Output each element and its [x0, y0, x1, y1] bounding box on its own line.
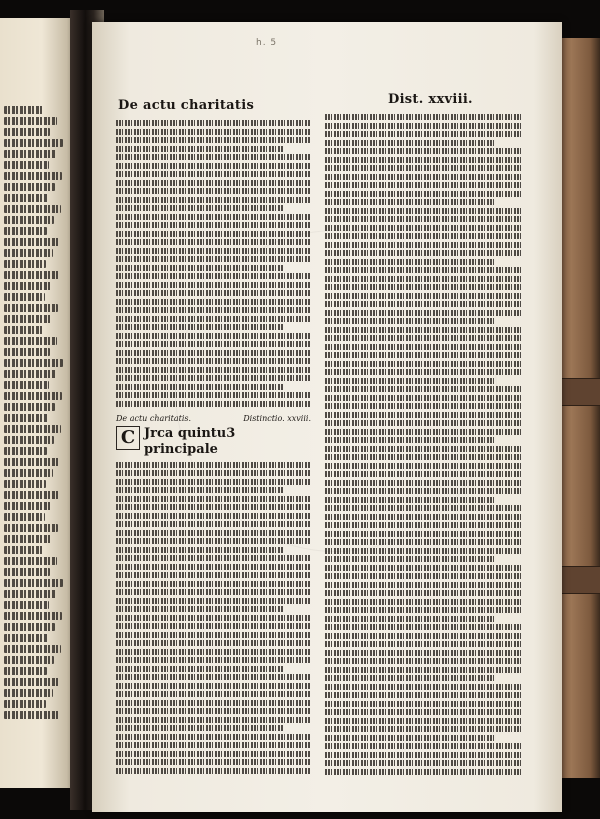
text-line — [325, 301, 523, 307]
text-line — [116, 717, 311, 723]
text-line — [325, 369, 523, 375]
text-line — [116, 606, 284, 612]
text-line — [116, 180, 311, 186]
chapter-title: Jrca quintu3 principale — [144, 425, 236, 457]
text-line — [325, 701, 523, 707]
text-line — [4, 315, 51, 323]
text-line — [4, 238, 60, 246]
text-line — [116, 700, 311, 706]
text-line — [325, 599, 523, 605]
text-line — [116, 564, 311, 570]
text-line — [325, 675, 495, 681]
text-line — [116, 615, 311, 621]
text-line — [116, 282, 311, 288]
text-line — [325, 148, 523, 154]
text-line — [116, 496, 311, 502]
running-head-left: De actu charitatis — [118, 98, 255, 113]
text-line — [4, 458, 60, 466]
text-line — [325, 514, 523, 520]
text-line — [325, 718, 523, 724]
text-line — [4, 480, 46, 488]
text-line — [4, 403, 55, 411]
text-line — [4, 524, 58, 532]
text-line — [325, 531, 523, 537]
text-line — [116, 572, 311, 578]
text-line — [116, 375, 311, 381]
text-line — [4, 513, 45, 521]
text-line — [325, 650, 523, 656]
text-line — [325, 624, 523, 630]
text-line — [4, 590, 56, 598]
text-line — [4, 601, 49, 609]
text-line — [116, 265, 284, 271]
text-column-right — [325, 114, 523, 777]
text-line — [325, 403, 523, 409]
text-line — [325, 505, 523, 511]
text-line — [4, 117, 57, 125]
running-head-right: Dist. xxviii. — [388, 92, 473, 107]
text-line — [325, 497, 495, 503]
text-line — [116, 734, 311, 740]
text-line — [116, 674, 311, 680]
text-line — [4, 216, 54, 224]
text-line — [4, 139, 63, 147]
text-line — [116, 768, 311, 774]
text-line — [116, 299, 311, 305]
text-line — [116, 649, 311, 655]
text-line — [4, 106, 44, 114]
text-line — [116, 324, 284, 330]
text-line — [4, 700, 46, 708]
decorated-initial: C — [116, 426, 140, 450]
text-line — [4, 579, 63, 587]
section-heading-right: Distinctio. xxviii. — [243, 413, 311, 423]
text-line — [325, 454, 523, 460]
text-line — [116, 129, 311, 135]
text-line — [116, 598, 311, 604]
text-line — [4, 150, 56, 158]
text-line — [325, 412, 523, 418]
text-line — [4, 689, 53, 697]
text-line — [116, 623, 311, 629]
text-line — [325, 208, 523, 214]
text-line — [4, 469, 53, 477]
text-line — [116, 350, 311, 356]
text-line — [116, 316, 311, 322]
text-line — [116, 290, 311, 296]
text-line — [325, 429, 523, 435]
text-line — [325, 760, 523, 766]
text-line — [325, 743, 523, 749]
text-line — [325, 633, 523, 639]
text-line — [325, 140, 495, 146]
text-block-left-bottom — [116, 462, 311, 774]
text-line — [325, 539, 523, 545]
text-line — [116, 666, 284, 672]
text-line — [116, 248, 311, 254]
text-line — [116, 657, 311, 663]
text-line — [325, 582, 523, 588]
text-line — [4, 447, 47, 455]
text-line — [325, 293, 523, 299]
text-line — [116, 513, 311, 519]
text-line — [116, 231, 311, 237]
text-line — [4, 656, 54, 664]
text-block-left-top — [116, 120, 311, 407]
text-line — [325, 344, 523, 350]
text-line — [4, 183, 55, 191]
text-line — [4, 491, 59, 499]
text-line — [4, 612, 62, 620]
text-line — [325, 276, 523, 282]
text-line — [4, 370, 56, 378]
text-line — [325, 437, 495, 443]
text-line — [116, 146, 284, 152]
text-line — [4, 667, 47, 675]
section-heading-row — [116, 414, 311, 423]
text-line — [116, 683, 311, 689]
text-line — [4, 128, 50, 136]
text-line — [116, 256, 311, 262]
text-line — [116, 521, 311, 527]
text-line — [325, 684, 523, 690]
text-line — [325, 590, 523, 596]
text-line — [325, 174, 523, 180]
text-line — [116, 470, 311, 476]
text-line — [116, 171, 311, 177]
text-line — [116, 691, 311, 697]
text-line — [116, 581, 311, 587]
chapter-opening — [116, 426, 311, 458]
text-line — [4, 557, 57, 565]
text-line — [325, 386, 523, 392]
text-line — [116, 222, 311, 228]
text-line — [116, 487, 284, 493]
text-line — [116, 188, 311, 194]
text-line — [4, 326, 44, 334]
text-line — [4, 271, 59, 279]
text-line — [325, 658, 523, 664]
text-line — [116, 742, 311, 748]
text-line — [116, 120, 311, 126]
text-line — [4, 535, 51, 543]
text-line — [4, 359, 63, 367]
text-line — [116, 725, 284, 731]
text-line — [4, 568, 50, 576]
text-line — [116, 367, 311, 373]
text-line — [4, 381, 49, 389]
text-line — [325, 191, 523, 197]
text-line — [116, 751, 311, 757]
text-line — [4, 392, 62, 400]
text-line — [116, 708, 311, 714]
text-line — [116, 197, 311, 203]
left-page-text-column — [4, 106, 64, 746]
text-block-right — [325, 114, 523, 775]
text-line — [325, 361, 523, 367]
text-line — [325, 463, 523, 469]
text-line — [325, 420, 523, 426]
text-line — [116, 273, 311, 279]
text-line — [325, 641, 523, 647]
text-line — [4, 161, 49, 169]
text-line — [116, 307, 311, 313]
text-line — [325, 123, 523, 129]
text-line — [325, 165, 523, 171]
text-line — [116, 401, 311, 407]
cover-clasp-lower — [560, 566, 600, 594]
text-line — [4, 260, 46, 268]
text-line — [325, 318, 495, 324]
text-line — [116, 137, 311, 143]
pencil-foliation-note: h. 5 — [256, 38, 278, 48]
text-line — [325, 395, 523, 401]
section-heading-left: De actu charitatis. — [116, 413, 192, 423]
text-line — [4, 711, 59, 719]
text-line — [4, 546, 44, 554]
text-line — [325, 157, 523, 163]
text-line — [325, 335, 523, 341]
text-line — [116, 547, 284, 553]
text-line — [4, 227, 47, 235]
text-line — [116, 530, 311, 536]
left-page — [0, 18, 76, 788]
text-line — [4, 194, 48, 202]
text-line — [4, 623, 55, 631]
text-line — [325, 352, 523, 358]
text-line — [116, 392, 311, 398]
text-line — [4, 337, 57, 345]
text-line — [4, 282, 52, 290]
text-line — [4, 293, 45, 301]
text-line — [325, 250, 523, 256]
text-line — [116, 462, 311, 468]
text-line — [325, 607, 523, 613]
text-line — [4, 205, 61, 213]
text-line — [325, 114, 523, 120]
text-line — [325, 471, 523, 477]
text-line — [325, 709, 523, 715]
text-line — [325, 735, 495, 741]
text-line — [116, 163, 311, 169]
text-column-left — [116, 120, 311, 776]
text-line — [116, 205, 284, 211]
text-line — [116, 759, 311, 765]
text-line — [4, 436, 54, 444]
text-line — [4, 172, 62, 180]
text-line — [325, 446, 523, 452]
text-line — [116, 589, 311, 595]
text-line — [325, 667, 523, 673]
text-line — [116, 555, 311, 561]
text-line — [116, 538, 311, 544]
text-line — [325, 573, 523, 579]
text-line — [4, 414, 48, 422]
text-line — [325, 199, 495, 205]
text-line — [325, 233, 523, 239]
text-line — [4, 634, 48, 642]
text-line — [116, 384, 284, 390]
text-line — [116, 154, 311, 160]
text-line — [116, 341, 311, 347]
text-line — [116, 632, 311, 638]
text-line — [325, 548, 523, 554]
text-line — [325, 752, 523, 758]
text-line — [325, 378, 495, 384]
text-line — [4, 304, 58, 312]
text-line — [4, 348, 50, 356]
text-line — [4, 502, 52, 510]
text-line — [4, 425, 61, 433]
text-line — [116, 358, 311, 364]
text-line — [325, 259, 495, 265]
text-line — [116, 504, 311, 510]
text-line — [116, 640, 311, 646]
text-line — [325, 310, 523, 316]
text-line — [116, 479, 311, 485]
text-line — [325, 565, 523, 571]
text-line — [325, 522, 523, 528]
text-line — [325, 556, 495, 562]
text-line — [116, 333, 311, 339]
text-line — [4, 249, 53, 257]
text-line — [325, 488, 523, 494]
text-line — [4, 678, 60, 686]
text-line — [325, 216, 523, 222]
text-line — [325, 480, 523, 486]
text-line — [325, 242, 523, 248]
text-line — [116, 239, 311, 245]
cover-clasp-upper — [560, 378, 600, 406]
text-line — [325, 327, 523, 333]
text-line — [325, 616, 495, 622]
text-line — [325, 726, 523, 732]
text-line — [325, 267, 523, 273]
text-line — [4, 645, 61, 653]
text-line — [325, 131, 523, 137]
text-line — [325, 182, 523, 188]
text-line — [116, 214, 311, 220]
text-line — [325, 769, 523, 775]
text-line — [325, 225, 523, 231]
text-line — [325, 692, 523, 698]
text-line — [325, 284, 523, 290]
